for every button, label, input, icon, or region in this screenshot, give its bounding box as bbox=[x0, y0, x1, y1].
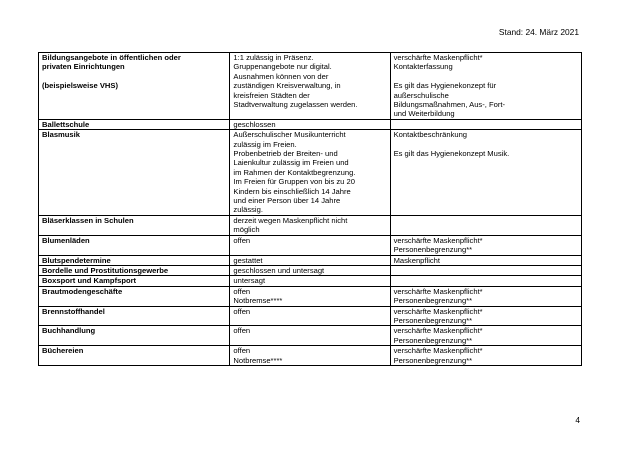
cell-line: Boxsport und Kampfsport bbox=[42, 276, 137, 286]
row-status-cell bbox=[230, 276, 390, 286]
row-topic-cell bbox=[39, 53, 230, 120]
cell-line: offen bbox=[233, 306, 251, 316]
cell-line: verschärfte Maskenpflicht* bbox=[393, 306, 483, 316]
cell-line: Laienkultur zulässig im Freien und bbox=[233, 158, 349, 168]
row-status-cell bbox=[230, 286, 390, 306]
cell-line bbox=[394, 120, 579, 129]
row-status-cell bbox=[230, 265, 390, 275]
cell-line: und Weiterbildung bbox=[393, 109, 455, 119]
row-status-cell bbox=[230, 215, 390, 235]
cell-line: (beispielsweise VHS) bbox=[42, 81, 118, 91]
cell-line: geschlossen und untersagt bbox=[233, 265, 325, 275]
cell-line: zuständigen Kreisverwaltung, in bbox=[233, 81, 341, 91]
cell-line: Im Freien für Gruppen von bis zu 20 bbox=[233, 177, 355, 187]
cell-line: verschärfte Maskenpflicht* bbox=[393, 53, 483, 62]
cell-line: Personenbegrenzung** bbox=[393, 355, 473, 365]
row-status-cell bbox=[230, 235, 390, 255]
table-row bbox=[39, 215, 582, 235]
cell-line: Personenbegrenzung** bbox=[393, 245, 473, 255]
cell-line: Kontakterfassung bbox=[393, 62, 453, 72]
table-row bbox=[39, 276, 582, 286]
table-row bbox=[39, 326, 582, 346]
cell-line: Brautmodengeschäfte bbox=[42, 286, 123, 296]
row-status-cell bbox=[230, 326, 390, 346]
table-row bbox=[39, 265, 582, 275]
cell-line: 1:1 zulässig in Präsenz. bbox=[233, 53, 314, 62]
cell-line: Ballettschule bbox=[42, 119, 90, 129]
document-date: Stand: 24. März 2021 bbox=[498, 27, 579, 37]
cell-line: Maskenpflicht bbox=[393, 255, 441, 265]
cell-line: offen bbox=[233, 235, 251, 245]
row-topic-cell bbox=[39, 265, 230, 275]
cell-line: offen bbox=[233, 326, 251, 336]
row-status-cell bbox=[230, 306, 390, 326]
cell-line: Ausnahmen können von der bbox=[233, 71, 329, 81]
row-topic-cell bbox=[39, 306, 230, 326]
cell-line: offen bbox=[233, 346, 251, 356]
cell-line: Gruppenangebote nur digital. bbox=[233, 62, 332, 72]
row-topic-cell bbox=[39, 130, 230, 216]
cell-line: untersagt bbox=[233, 276, 266, 286]
row-status-cell bbox=[230, 255, 390, 265]
cell-line: Kontaktbeschränkung bbox=[393, 130, 468, 140]
cell-line: verschärfte Maskenpflicht* bbox=[393, 235, 483, 245]
row-requirements-cell bbox=[390, 255, 581, 265]
cell-line: Es gilt das Hygienekonzept Musik. bbox=[393, 149, 510, 159]
cell-line: offen bbox=[233, 286, 251, 296]
cell-line: derzeit wegen Maskenpflicht nicht bbox=[233, 215, 348, 225]
row-requirements-cell bbox=[390, 326, 581, 346]
row-topic-cell bbox=[39, 276, 230, 286]
cell-line: verschärfte Maskenpflicht* bbox=[393, 326, 483, 336]
cell-line: außerschulische bbox=[393, 90, 449, 100]
table-row bbox=[39, 119, 582, 129]
regulations-table-body bbox=[39, 53, 582, 366]
row-topic-cell bbox=[39, 286, 230, 306]
cell-line: Blasmusik bbox=[42, 130, 80, 140]
row-topic-cell bbox=[39, 215, 230, 235]
cell-line: Probenbetrieb der Breiten- und bbox=[233, 149, 338, 159]
regulations-table bbox=[38, 52, 582, 366]
table-row bbox=[39, 235, 582, 255]
cell-line: Außerschulischer Musikunterricht bbox=[233, 130, 346, 140]
cell-line: Bildungsmaßnahmen, Aus-, Fort- bbox=[393, 100, 505, 110]
cell-line: Stadtverwaltung zugelassen werden. bbox=[233, 100, 358, 110]
cell-line: Notbremse**** bbox=[233, 355, 283, 365]
cell-line: Bordelle und Prostitutionsgewerbe bbox=[42, 265, 169, 275]
cell-line: und einer Person über 14 Jahre bbox=[233, 196, 341, 206]
row-status-cell bbox=[230, 346, 390, 366]
table-row bbox=[39, 130, 582, 216]
cell-line: gestattet bbox=[233, 255, 263, 265]
cell-line: Büchereien bbox=[42, 346, 84, 356]
cell-line bbox=[42, 72, 227, 81]
row-topic-cell bbox=[39, 326, 230, 346]
row-requirements-cell bbox=[390, 286, 581, 306]
row-requirements-cell bbox=[390, 265, 581, 275]
cell-line: Es gilt das Hygienekonzept für bbox=[393, 81, 497, 91]
row-requirements-cell bbox=[390, 215, 581, 235]
row-topic-cell bbox=[39, 255, 230, 265]
row-requirements-cell bbox=[390, 53, 581, 120]
row-requirements-cell bbox=[390, 346, 581, 366]
cell-line bbox=[394, 72, 579, 81]
cell-line: zulässig. bbox=[233, 205, 263, 215]
cell-line: möglich bbox=[233, 225, 260, 235]
row-topic-cell bbox=[39, 119, 230, 129]
row-topic-cell bbox=[39, 346, 230, 366]
row-requirements-cell bbox=[390, 119, 581, 129]
table-row bbox=[39, 346, 582, 366]
cell-line bbox=[394, 140, 579, 149]
table-row bbox=[39, 306, 582, 326]
cell-line bbox=[394, 216, 579, 225]
row-requirements-cell bbox=[390, 130, 581, 216]
cell-line: Bläserklassen in Schulen bbox=[42, 215, 134, 225]
row-status-cell bbox=[230, 119, 390, 129]
table-row bbox=[39, 286, 582, 306]
cell-line: Personenbegrenzung** bbox=[393, 335, 473, 345]
cell-line: Brennstoffhandel bbox=[42, 306, 105, 316]
cell-line: Blumenläden bbox=[42, 235, 90, 245]
cell-line: verschärfte Maskenpflicht* bbox=[393, 286, 483, 296]
table-row bbox=[39, 255, 582, 265]
row-requirements-cell bbox=[390, 235, 581, 255]
row-requirements-cell bbox=[390, 306, 581, 326]
row-topic-cell bbox=[39, 235, 230, 255]
page-number: 4 bbox=[575, 415, 580, 425]
cell-line: Notbremse**** bbox=[233, 296, 283, 306]
cell-line: geschlossen bbox=[233, 119, 276, 129]
cell-line: im Rahmen der Kontaktbegrenzung. bbox=[233, 167, 356, 177]
cell-line: kreisfreien Städten der bbox=[233, 90, 310, 100]
cell-line: Kindern bis einschließlich 14 Jahre bbox=[233, 186, 351, 196]
cell-line: privaten Einrichtungen bbox=[42, 62, 125, 72]
cell-line: Blutspendetermine bbox=[42, 255, 111, 265]
table-row bbox=[39, 53, 582, 120]
row-status-cell bbox=[230, 53, 390, 120]
cell-line: Personenbegrenzung** bbox=[393, 296, 473, 306]
cell-line: Personenbegrenzung** bbox=[393, 315, 473, 325]
cell-line: verschärfte Maskenpflicht* bbox=[393, 346, 483, 356]
cell-line: Bildungsangebote in öffentlichen oder bbox=[42, 53, 181, 62]
cell-line: Buchhandlung bbox=[42, 326, 96, 336]
cell-line bbox=[394, 266, 579, 275]
cell-line: zulässig im Freien. bbox=[233, 139, 297, 149]
cell-line bbox=[394, 276, 579, 285]
row-requirements-cell bbox=[390, 276, 581, 286]
row-status-cell bbox=[230, 130, 390, 216]
